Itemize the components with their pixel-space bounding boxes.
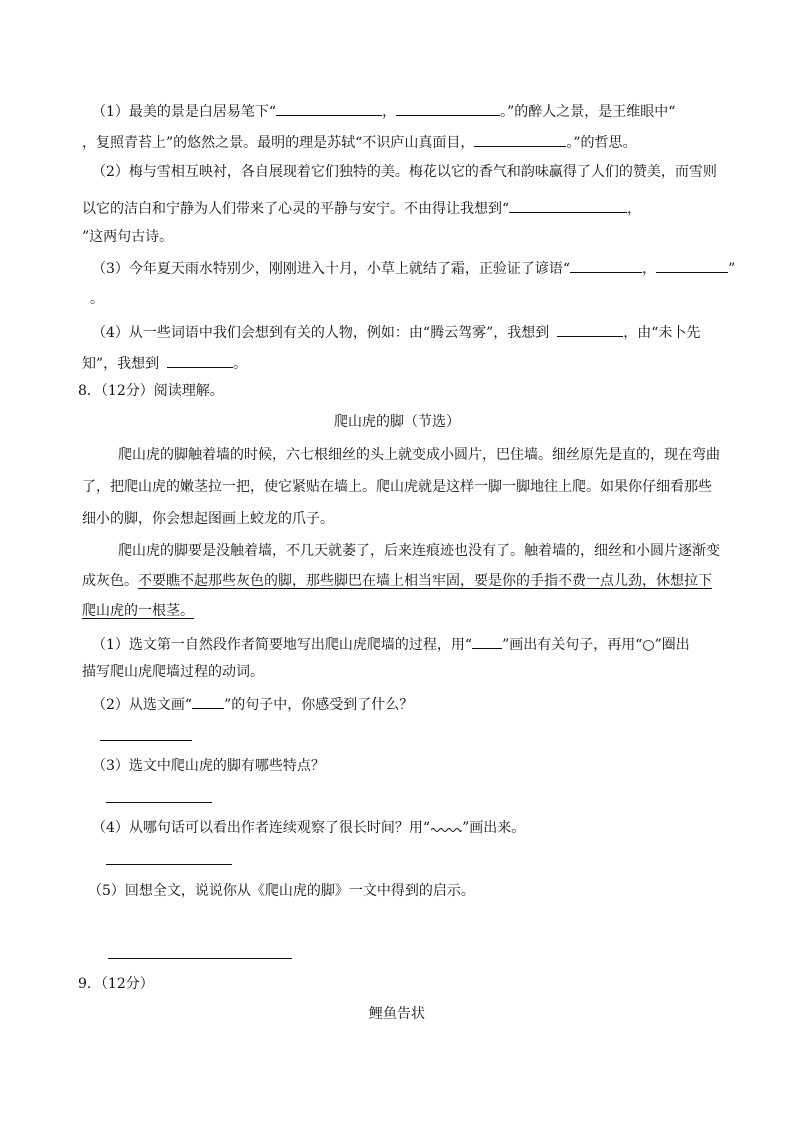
- q7-part2-line3: ”这两句古诗。: [82, 229, 174, 245]
- q9-passage-title: 鲤鱼告状: [369, 1006, 425, 1022]
- fill-blank[interactable]: [656, 258, 728, 273]
- q7-part1-line2: ，复照青苔上”的悠然之景。最明的理是苏轼“不识庐山真面目， 。”的哲思。: [82, 132, 637, 152]
- fill-blank[interactable]: [167, 353, 233, 368]
- answer-line-q8-4[interactable]: [106, 864, 232, 865]
- underline-symbol: [192, 694, 224, 709]
- q8-sub1-line1: （1）选文第一自然段作者简要地写出爬山虎爬墙的过程，用“ ”画出有关句子，再用“○”圈出: [92, 634, 690, 654]
- fill-blank[interactable]: [396, 101, 500, 116]
- q8-header: 8．（12分）阅读理解。: [78, 383, 224, 399]
- answer-line-q8-3[interactable]: [106, 802, 212, 803]
- q7-part4-line1: （4）从一些词语中我们会想到有关的人物，例如：由“腾云驾雾”，我想到 ，由“未卜先: [92, 322, 700, 342]
- q7-part2-line2: 以它的洁白和宁静为人们带来了心灵的平静与安宁。不由得让我想到“ ，: [82, 198, 641, 218]
- underlined-sentence-end: 爬山虎的一根茎。: [82, 603, 194, 619]
- q8-sub2: （2）从选文画“ ”的句子中，你感受到了什么？: [92, 694, 413, 714]
- q8-passage-p2-line3: [82, 602, 194, 620]
- q8-passage-title: 爬山虎的脚（节选）: [334, 414, 460, 430]
- q7-part2-line1: （2）梅与雪相互映衬，各自展现着它们独特的美。梅花以它的香气和韵味赢得了人们的赞美，而雪则: [92, 164, 717, 180]
- q7-part3-line1: （3）今年夏天雨水特别少，刚刚进入十月，小草上就结了霜，正验证了谚语“ ， ”: [92, 258, 735, 278]
- q9-header: 9．（12分）: [78, 976, 154, 992]
- fill-blank[interactable]: [509, 198, 627, 213]
- answer-line-q8-2[interactable]: [100, 740, 192, 741]
- wavy-underline-icon: [430, 826, 462, 834]
- fill-blank[interactable]: [276, 101, 382, 116]
- underline-symbol: [472, 634, 502, 649]
- answer-line-q8-5[interactable]: [108, 958, 292, 959]
- q8-passage-p2-line1: 爬山虎的脚要是没触着墙，不几天就萎了，后来连痕迹也没有了。触着墙的，细丝和小圆片逐渐变: [118, 543, 720, 559]
- q8-passage-p1-line3: 细小的脚，你会想起图画上蛟龙的爪子。: [82, 511, 334, 527]
- q7-part4-line2: 知”，我想到 。: [82, 353, 247, 373]
- circle-symbol: ○: [642, 637, 655, 653]
- fill-blank[interactable]: [557, 322, 623, 337]
- q8-passage-p1-line2: 了，把爬山虎的嫩茎拉一把，使它紧贴在墙上。爬山虎就是这样一脚一脚地往上爬。如果你仔细看那些: [82, 479, 712, 495]
- fill-blank[interactable]: [474, 132, 566, 147]
- q7-part3-line2: 。: [90, 291, 104, 307]
- q8-sub5: （5）回想全文，说说你从《爬山虎的脚》一文中得到的启示。: [88, 883, 475, 899]
- q8-passage-p1-line1: 爬山虎的脚触着墙的时候，六七根细丝的头上就变成小圆片，巴住墙。细丝原先是直的，现在弯曲: [118, 447, 720, 463]
- q8-sub1-line2: 描写爬山虎爬墙过程的动词。: [82, 664, 264, 680]
- q7-part1-line1: （1）最美的景是白居易笔下“ ， 。”的醉人之景，是王维眼中“: [92, 101, 675, 121]
- underlined-sentence: 不要瞧不起那些灰色的脚，那些脚巴在墙上相当牢固，要是你的手指不费一点儿劲，休想拉下: [138, 573, 712, 589]
- q8-passage-p2-line2: 成灰色。不要瞧不起那些灰色的脚，那些脚巴在墙上相当牢固，要是你的手指不费一点儿劲，休想拉下: [82, 573, 712, 589]
- fill-blank[interactable]: [570, 258, 642, 273]
- q8-sub3: （3）选文中爬山虎的脚有哪些特点？: [92, 758, 325, 774]
- q8-sub4: （4）从哪句话可以看出作者连续观察了很长时间？用“ ”画出来。: [92, 820, 526, 836]
